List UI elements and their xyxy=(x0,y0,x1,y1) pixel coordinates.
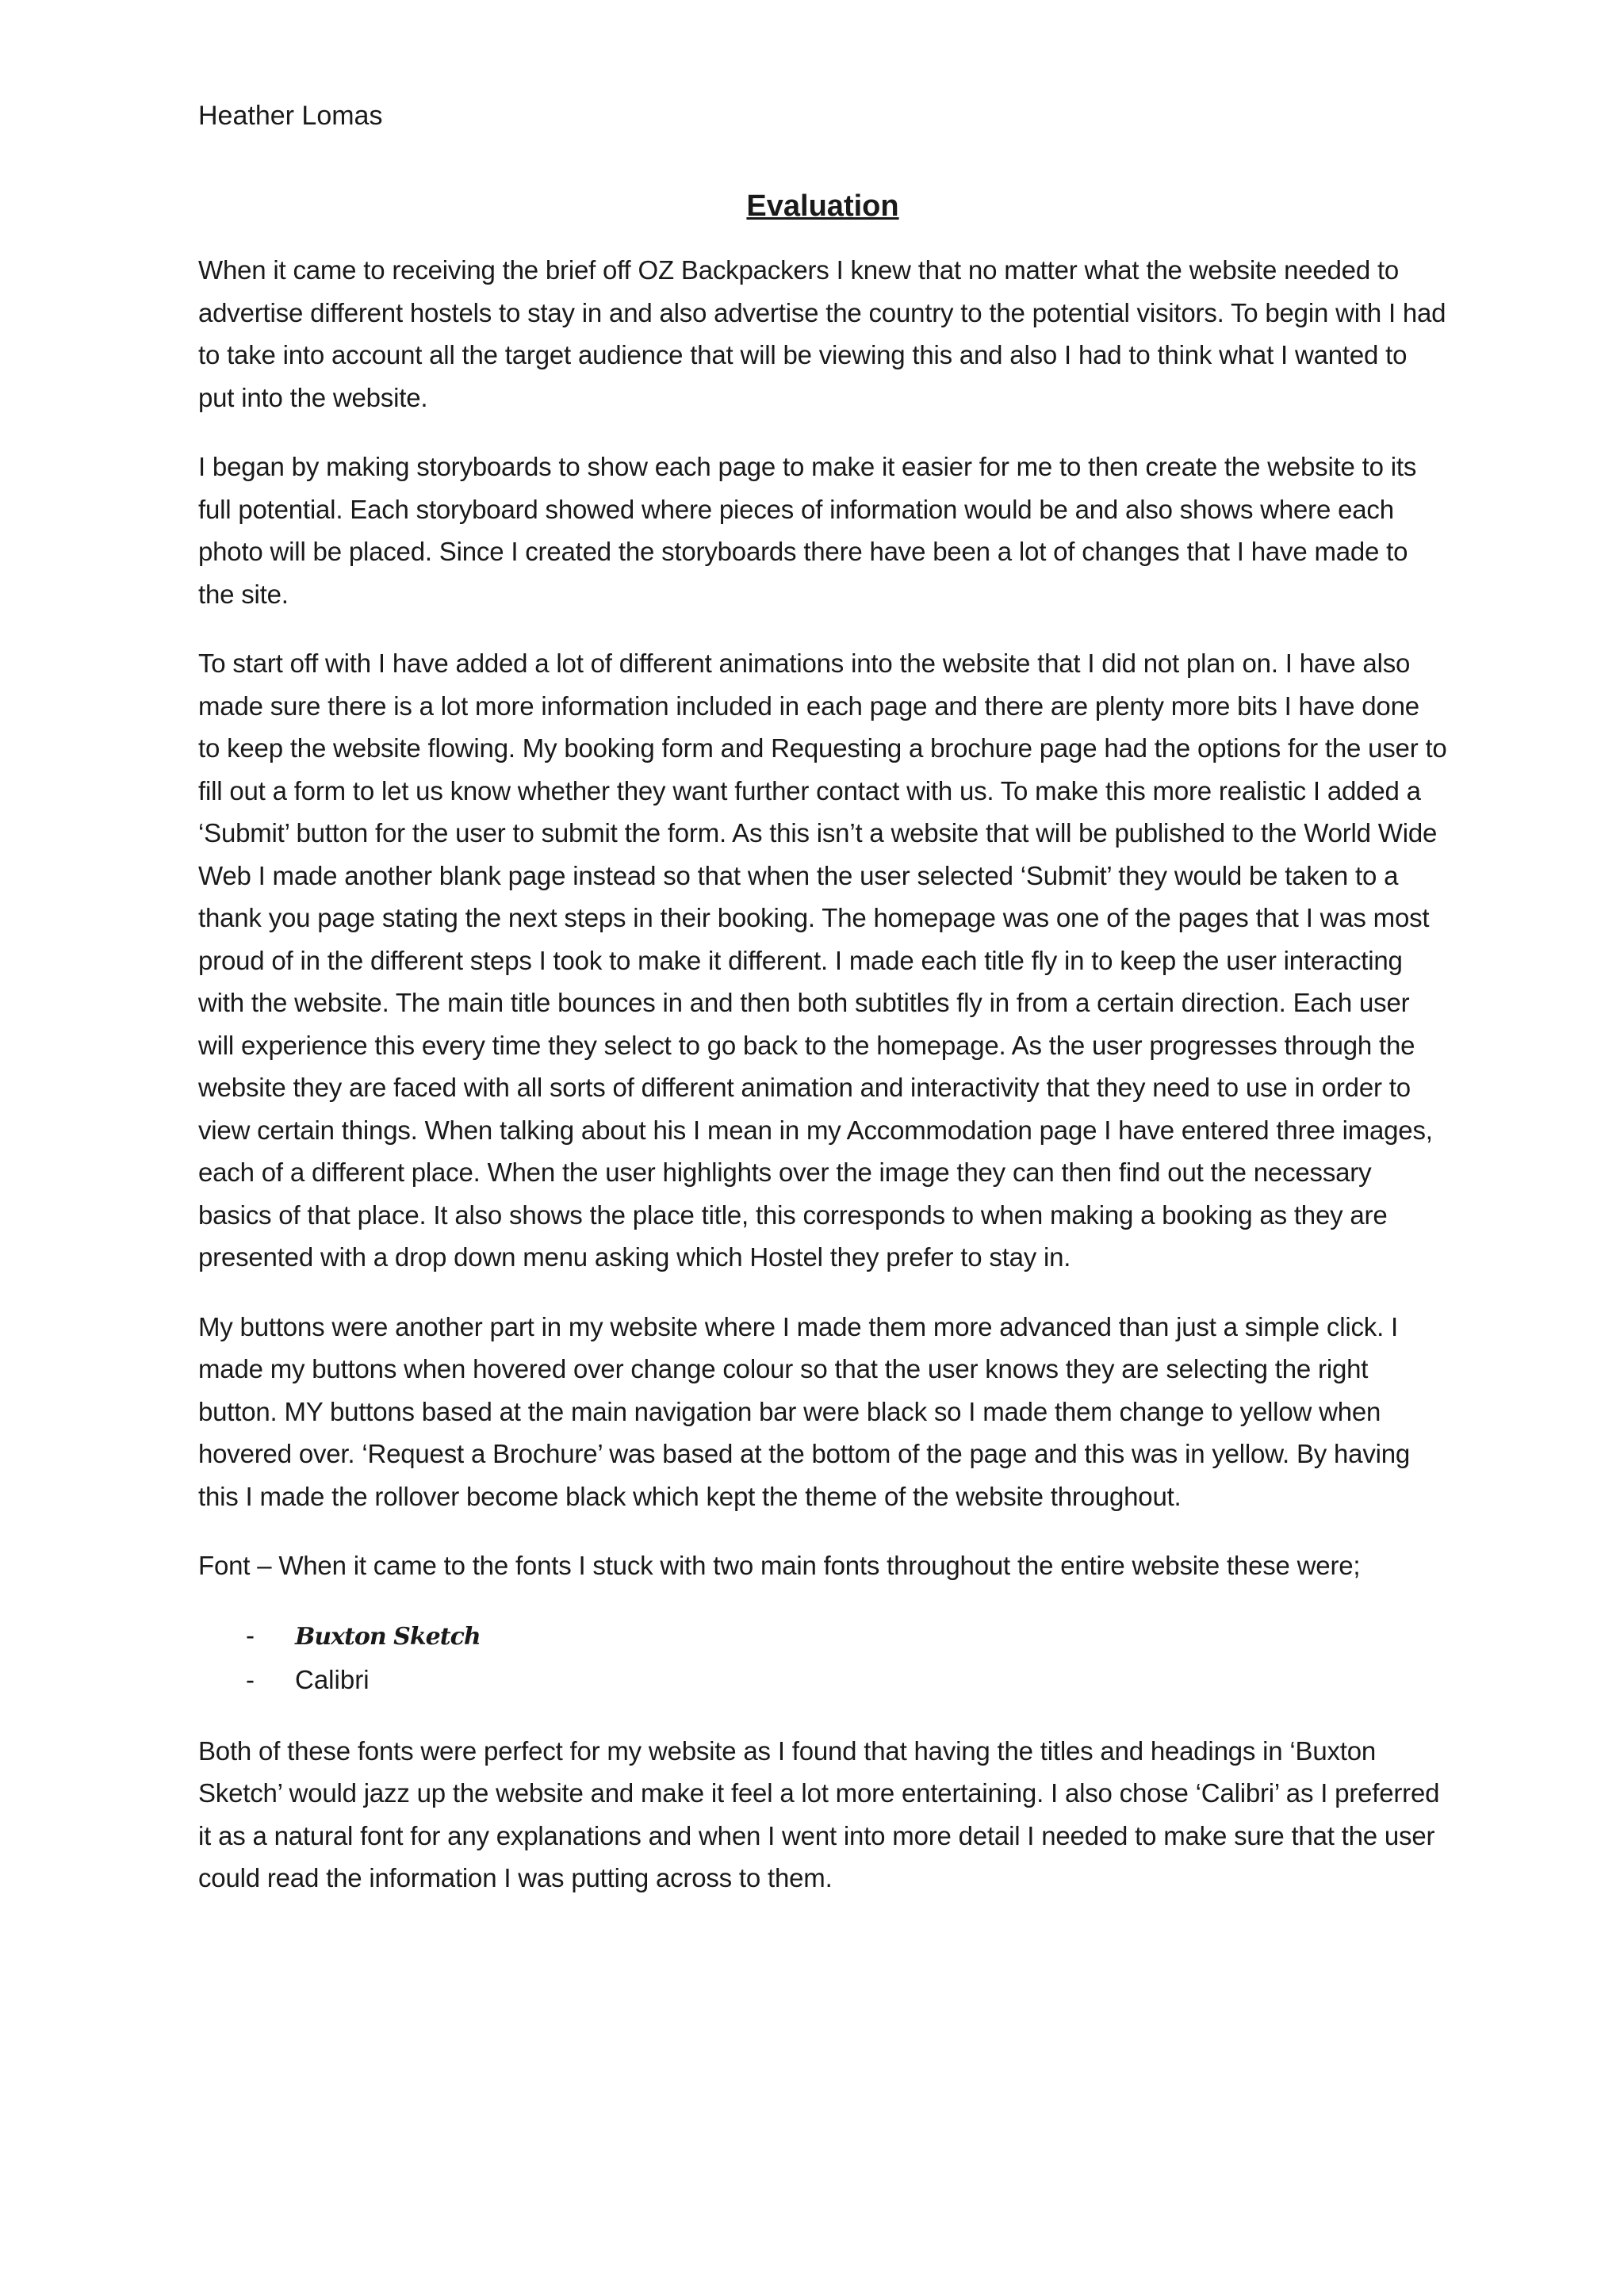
font-list xyxy=(198,1614,1447,1701)
list-item xyxy=(246,1614,1447,1659)
list-dash: - xyxy=(246,1620,255,1650)
paragraph-closing: Both of these fonts were perfect for my website as I found that having the titles and headings in ‘Buxton Sketch’ would jazz up the website and make it feel a lot more entertaining. I also chose ‘Calibri’ as I preferred it as a natural font for any explanations and when I went into more detail I needed to make sure that the user could read the information I was putting across to them. xyxy=(198,1735,1440,1892)
document-title: Evaluation xyxy=(746,189,899,223)
paragraph-font-intro: Font – When it came to the fonts I stuck with two main fonts throughout the entire website these were; xyxy=(198,1551,1361,1580)
document-page xyxy=(198,95,1447,1927)
font-name-calibri: Calibri xyxy=(295,1664,370,1694)
paragraph-buttons: My buttons were another part in my website where I made them more advanced than just a simple click. I made my buttons when hovered over change colour so that the user knows they are selecting the right button. MY buttons based at the main navigation bar were black so I made them change to yellow when hovered over. ‘Request a Brochure’ was based at the bottom of the page and this was in yellow. By having this I made the rollover become black which kept the theme of the website throughout. xyxy=(198,1311,1411,1511)
font-name-buxton-sketch: Buxton Sketch xyxy=(295,1622,481,1651)
paragraph-storyboards: I began by making storyboards to show each page to make it easier for me to then create the website to its full potential. Each storyboard showed where pieces of information would be and also shows where each photo will be placed. Since I created the storyboards there have been a lot of changes that I have made to the site. xyxy=(198,452,1417,609)
list-item xyxy=(246,1659,1447,1701)
author-name: Heather Lomas xyxy=(198,101,383,131)
paragraph-brief: When it came to receiving the brief off OZ Backpackers I knew that no matter what the website needed to advertise different hostels to stay in and also advertise the country to the potential visitors. To begin with I had to take into account all the target audience that will be viewing this and also I had to think what I wanted to put into the website. xyxy=(198,255,1446,412)
list-dash: - xyxy=(246,1664,255,1694)
paragraph-animations: To start off with I have added a lot of different animations into the website that I did not plan on. I have also made sure there is a lot more information included in each page and there are plenty more bits I have done to keep the website flowing. My booking form and Requesting a brochure page had the options for the user to fill out a form to let us know whether they want further contact with us. To make this more realistic I added a ‘Submit’ button for the user to submit the form. As this isn’t a website that will be published to the World Wide Web I made another blank page instead so that when the user selected ‘Submit’ they would be taken to a thank you page stating the next steps in their booking. The homepage was one of the pages that I was most proud of in the different steps I took to make it different. I made each title fly in to keep the user interacting with the website. The main title bounces in and then both subtitles fly in from a certain direction. Each user will experience this every time they select to go back to the homepage. As the user progresses through the website they are faced with all sorts of different animation and interactivity that they need to use in order to view certain things. When talking about his I mean in my Accommodation page I have entered three images, each of a different place. When the user highlights over the image they can then find out the necessary basics of that place. It also shows the place title, this corresponds to when making a booking as they are presented with a drop down menu asking which Hostel they prefer to stay in. xyxy=(198,649,1447,1272)
